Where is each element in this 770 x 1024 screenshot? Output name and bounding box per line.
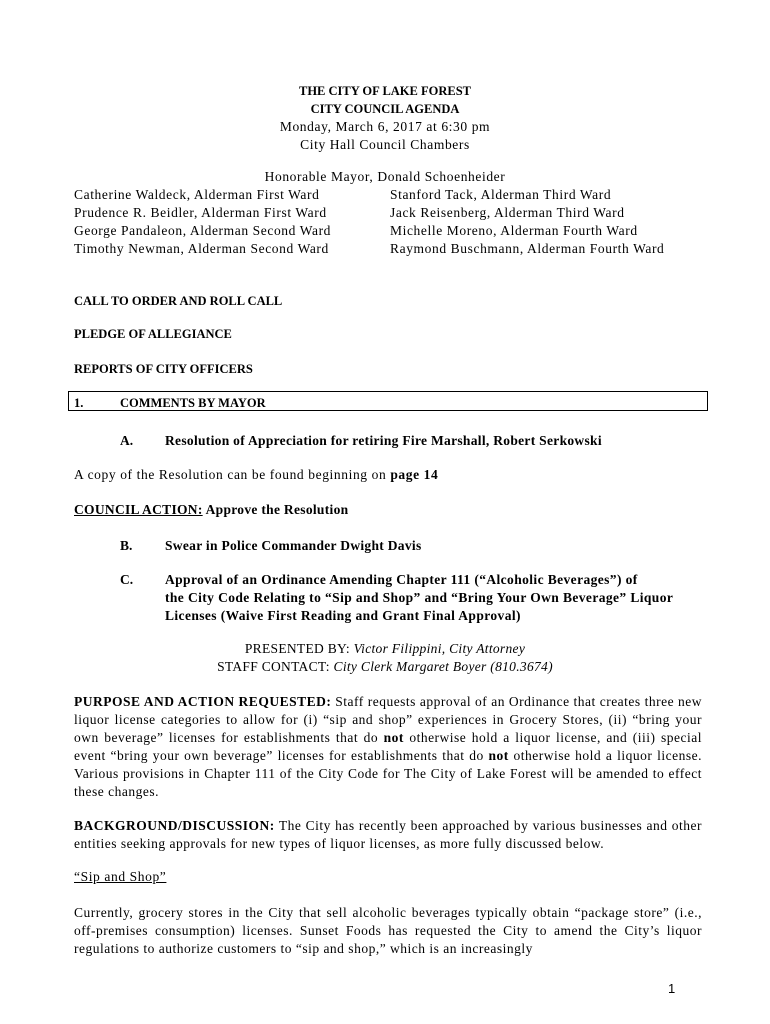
- item-c-title-line: Approval of an Ordinance Amending Chapter 111 (“Alcoholic Beverages”) of: [165, 572, 638, 587]
- alderman-entry: Raymond Buschmann, Alderman Fourth Ward: [390, 241, 665, 256]
- purpose-emphasis: not: [383, 730, 404, 745]
- council-action-text: Approve the Resolution: [202, 502, 349, 517]
- purpose-label: PURPOSE AND ACTION REQUESTED:: [74, 694, 332, 709]
- staff-value: City Clerk Margaret Boyer (810.3674): [333, 659, 553, 674]
- alderman-entry: George Pandaleon, Alderman Second Ward: [74, 223, 332, 238]
- meeting-location: City Hall Council Chambers: [300, 137, 470, 152]
- council-action-label: COUNCIL ACTION:: [74, 502, 203, 517]
- item-a-title: Resolution of Appreciation for retiring Fire Marshall, Robert Serkowski: [165, 433, 602, 448]
- staff-label: STAFF CONTACT:: [217, 659, 334, 674]
- mayor-name: Honorable Mayor, Donald Schoenheider: [264, 169, 506, 184]
- aldermen-left: [74, 186, 394, 258]
- alderman-entry: Catherine Waldeck, Alderman First Ward: [74, 187, 320, 202]
- item-c-title-line: the City Code Relating to “Sip and Shop” and “Bring Your Own Beverage” Liquor: [165, 590, 674, 605]
- purpose-emphasis: not: [488, 748, 509, 763]
- item-c-letter: C.: [120, 572, 134, 587]
- resolution-copy-note: [74, 466, 438, 484]
- presented-label: PRESENTED BY:: [244, 641, 354, 656]
- sip-and-shop-heading: “Sip and Shop”: [74, 869, 167, 884]
- agenda-title: CITY COUNCIL AGENDA: [310, 102, 460, 116]
- item-c-title: [165, 571, 705, 625]
- copy-text: A copy of the Resolution can be found beginning on: [74, 467, 391, 482]
- city-name: THE CITY OF LAKE FOREST: [298, 84, 472, 98]
- item-b-letter: B.: [120, 538, 133, 553]
- item-1-number: 1.: [74, 396, 84, 410]
- purpose-text: Staff requests approval of an Ordinance that creates three new liquor license categories to allow for (i) “sip and shop” experiences in Grocery Stores, (ii) “bring your own beverage” licenses for establishments that do: [74, 694, 703, 745]
- background-text: The City has recently been approached by various businesses and other entities seeking approvals for new types of liquor licenses, as more fully discussed below.: [74, 818, 702, 851]
- purpose-text: otherwise hold a liquor license, and (iii) special event “bring your own beverage” licenses for establishments that do: [74, 730, 702, 763]
- alderman-entry: Timothy Newman, Alderman Second Ward: [74, 241, 329, 256]
- alderman-entry: Prudence R. Beidler, Alderman First Ward: [74, 205, 327, 220]
- background-paragraph: [74, 817, 702, 853]
- council-action: [74, 501, 348, 519]
- section-reports: REPORTS OF CITY OFFICERS: [74, 362, 253, 376]
- background-label: BACKGROUND/DISCUSSION:: [74, 818, 275, 833]
- meeting-date: Monday, March 6, 2017 at 6:30 pm: [279, 119, 491, 134]
- staff-contact: [0, 658, 770, 676]
- aldermen-right: [390, 186, 710, 258]
- presented-by: [0, 640, 770, 658]
- item-c-title-line: Licenses (Waive First Reading and Grant Final Approval): [165, 608, 521, 623]
- alderman-entry: Michelle Moreno, Alderman Fourth Ward: [390, 223, 638, 238]
- section-pledge: PLEDGE OF ALLEGIANCE: [74, 327, 232, 341]
- item-b-title: Swear in Police Commander Dwight Davis: [165, 538, 422, 553]
- purpose-paragraph: [74, 693, 702, 801]
- purpose-text: otherwise hold a liquor license. Various provisions in Chapter 111 of the City Code for The City of Lake Forest will be amended to effect these changes.: [74, 748, 702, 799]
- alderman-entry: Jack Reisenberg, Alderman Third Ward: [390, 205, 625, 220]
- copy-page-ref: page 14: [390, 467, 439, 482]
- section-call-to-order: CALL TO ORDER AND ROLL CALL: [74, 294, 283, 308]
- presented-value: Victor Filippini, City Attorney: [353, 641, 526, 656]
- currently-paragraph: Currently, grocery stores in the City that sell alcoholic beverages typically obtain “package store” (i.e., off-premises consumption) licenses. Sunset Foods has requested the City to amend the City’s liquor regulations to authorize customers to “sip and shop,” which is an increasingly: [74, 905, 702, 956]
- page-number: 1: [668, 981, 676, 996]
- item-a-letter: A.: [120, 433, 134, 448]
- item-1-title: COMMENTS BY MAYOR: [120, 396, 266, 410]
- alderman-entry: Stanford Tack, Alderman Third Ward: [390, 187, 612, 202]
